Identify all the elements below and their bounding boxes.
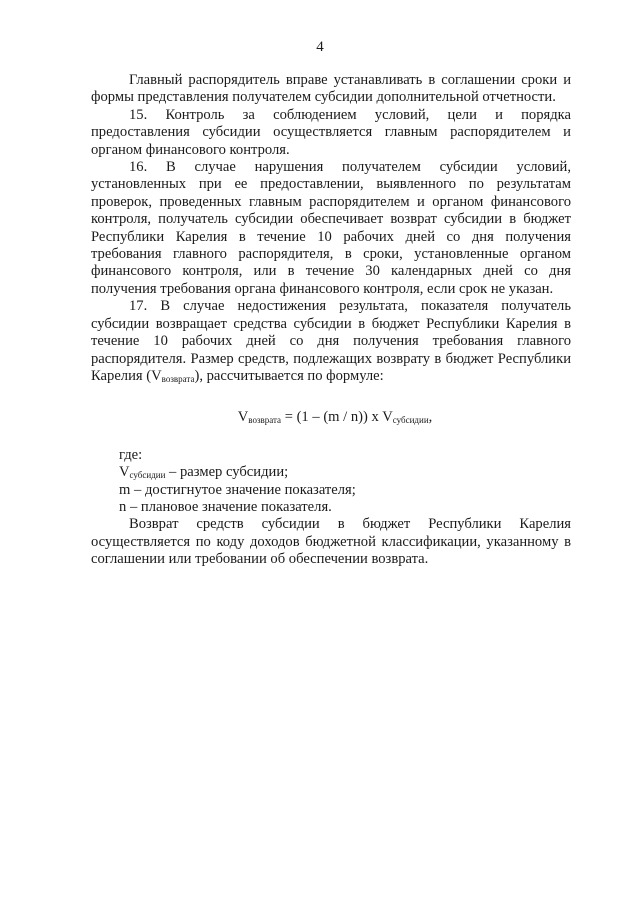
paragraph-17-tail: ), рассчитывается по формуле:	[194, 367, 384, 384]
paragraph-16-violation: 16. В случае нарушения получателем субсидии условий, установленных при ее предоставлении, выявленного по результатам проверок, проведенных главным распорядителем и органом финансового контроля, получатель субсидии обеспечивает возврат субсидии в бюджет Республики Карелия в течение 10 рабочих дней со дня получения требования главного распорядителя, в сроки, установленные органом финансового контроля, или в течение 30 календарных дней со дня получения требования органа финансового контроля, если срок не указан.	[91, 159, 571, 297]
definition-m: m – достигнутое значение показателя;	[119, 481, 356, 498]
definition-v-symbol: V	[119, 464, 130, 481]
document-body	[91, 72, 571, 569]
formula-definitions	[91, 447, 571, 517]
formula-rhs-subscript: субсидии	[392, 415, 429, 426]
refund-formula	[91, 409, 571, 426]
definitions-where: где:	[119, 446, 143, 463]
paragraph-17-refund	[91, 298, 571, 385]
formula-end: ,	[428, 409, 433, 426]
formula-lhs: V	[237, 409, 249, 426]
definition-v-subscript: субсидии	[129, 470, 166, 481]
paragraph-17-text: 17. В случае недостижения результата, показателя получатель субсидии возвращает средства субсидии в бюджет Республики Карелия в течение 10 рабочих дней со дня получения требования главного распорядителя. Размер средств, подлежащих возврату в бюджет Республики Карелия (V	[91, 298, 571, 384]
definition-v-text: – размер субсидии;	[165, 464, 289, 481]
refund-subscript: возврата	[161, 373, 195, 384]
paragraph-reporting: Главный распорядитель вправе устанавливать в соглашении сроки и формы представления получателем субсидии дополнительной отчетности.	[91, 72, 571, 106]
paragraph-15-control: 15. Контроль за соблюдением условий, цели и порядка предоставления субсидии осуществляется главным распорядителем и органом финансового контроля.	[91, 106, 571, 158]
definition-n: n – плановое значение показателя.	[119, 498, 332, 515]
formula-lhs-subscript: возврата	[248, 415, 282, 426]
page-number: 4	[316, 39, 324, 55]
definition-v	[91, 464, 571, 481]
paragraph-refund-code: Возврат средств субсидии в бюджет Республики Карелия осуществляется по коду доходов бюджетной классификации, указанному в соглашении или требовании об обеспечении возврата.	[91, 516, 571, 568]
formula-expression: = (1 – (m / n)) x V	[281, 409, 393, 426]
